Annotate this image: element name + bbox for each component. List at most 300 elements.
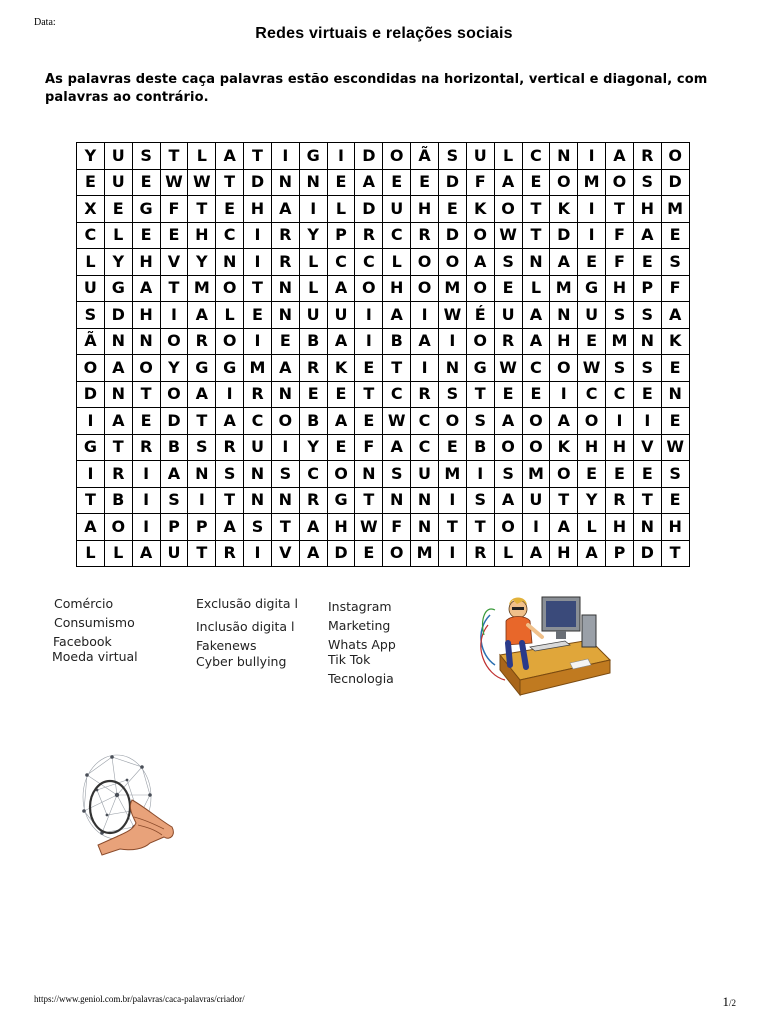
- grid-cell: Y: [299, 222, 327, 249]
- word-search-grid: [76, 142, 690, 567]
- grid-cell: E: [578, 461, 606, 488]
- grid-cell: S: [661, 461, 689, 488]
- grid-cell: O: [132, 355, 160, 382]
- grid-cell: R: [466, 540, 494, 567]
- grid-row: [77, 355, 690, 382]
- grid-cell: E: [104, 196, 132, 223]
- grid-cell: O: [466, 275, 494, 302]
- grid-cell: A: [271, 196, 299, 223]
- grid-cell: S: [466, 408, 494, 435]
- grid-cell: G: [216, 355, 244, 382]
- grid-cell: C: [578, 381, 606, 408]
- grid-cell: E: [633, 249, 661, 276]
- page-total: /2: [728, 998, 736, 1008]
- grid-cell: É: [466, 302, 494, 329]
- grid-cell: A: [216, 408, 244, 435]
- grid-cell: S: [438, 143, 466, 170]
- grid-cell: I: [244, 249, 272, 276]
- grid-cell: O: [216, 275, 244, 302]
- grid-cell: O: [522, 434, 550, 461]
- grid-cell: W: [355, 514, 383, 541]
- grid-cell: U: [244, 434, 272, 461]
- grid-cell: K: [550, 196, 578, 223]
- grid-cell: E: [327, 169, 355, 196]
- grid-cell: N: [522, 249, 550, 276]
- grid-cell: A: [466, 249, 494, 276]
- grid-cell: B: [104, 487, 132, 514]
- grid-cell: T: [188, 540, 216, 567]
- grid-cell: A: [216, 514, 244, 541]
- grid-cell: T: [160, 143, 188, 170]
- grid-cell: S: [160, 487, 188, 514]
- grid-cell: I: [411, 355, 439, 382]
- grid-cell: M: [522, 461, 550, 488]
- grid-cell: K: [327, 355, 355, 382]
- word-facebook: Facebook: [53, 634, 112, 649]
- grid-cell: T: [633, 487, 661, 514]
- grid-cell: N: [104, 328, 132, 355]
- grid-cell: O: [411, 249, 439, 276]
- grid-cell: R: [299, 487, 327, 514]
- grid-cell: H: [633, 196, 661, 223]
- grid-cell: C: [411, 434, 439, 461]
- grid-cell: K: [466, 196, 494, 223]
- grid-cell: P: [327, 222, 355, 249]
- grid-cell: T: [132, 381, 160, 408]
- grid-cell: O: [411, 275, 439, 302]
- grid-cell: A: [327, 275, 355, 302]
- grid-cell: G: [466, 355, 494, 382]
- grid-cell: U: [522, 487, 550, 514]
- grid-cell: T: [271, 514, 299, 541]
- grid-cell: F: [355, 434, 383, 461]
- grid-cell: T: [522, 222, 550, 249]
- grid-cell: S: [606, 302, 634, 329]
- word-inclusao-digital: Inclusão digita l: [196, 619, 295, 634]
- grid-cell: O: [494, 514, 522, 541]
- grid-cell: U: [104, 143, 132, 170]
- grid-cell: O: [550, 169, 578, 196]
- grid-cell: P: [606, 540, 634, 567]
- grid-cell: E: [244, 302, 272, 329]
- grid-cell: M: [438, 461, 466, 488]
- grid-cell: O: [216, 328, 244, 355]
- grid-cell: N: [383, 487, 411, 514]
- grid-cell: L: [299, 275, 327, 302]
- grid-cell: I: [160, 302, 188, 329]
- grid-cell: I: [132, 487, 160, 514]
- grid-cell: L: [383, 249, 411, 276]
- grid-cell: I: [271, 434, 299, 461]
- grid-cell: N: [104, 381, 132, 408]
- grid-cell: A: [494, 169, 522, 196]
- grid-cell: T: [466, 514, 494, 541]
- grid-cell: E: [355, 355, 383, 382]
- grid-cell: I: [633, 408, 661, 435]
- grid-cell: C: [606, 381, 634, 408]
- grid-cell: O: [606, 169, 634, 196]
- grid-cell: N: [244, 487, 272, 514]
- grid-cell: A: [77, 514, 105, 541]
- grid-cell: T: [522, 196, 550, 223]
- grid-cell: G: [77, 434, 105, 461]
- grid-row: [77, 275, 690, 302]
- grid-cell: T: [550, 487, 578, 514]
- grid-cell: M: [411, 540, 439, 567]
- grid-cell: A: [383, 434, 411, 461]
- grid-cell: S: [661, 249, 689, 276]
- grid-cell: A: [104, 408, 132, 435]
- grid-cell: N: [244, 461, 272, 488]
- network-hand-illustration: [72, 745, 182, 865]
- grid-cell: E: [216, 196, 244, 223]
- word-whats-app: Whats App: [328, 637, 396, 652]
- grid-cell: E: [494, 381, 522, 408]
- grid-cell: M: [188, 275, 216, 302]
- grid-cell: M: [244, 355, 272, 382]
- grid-cell: S: [466, 487, 494, 514]
- grid-cell: R: [216, 540, 244, 567]
- grid-cell: I: [77, 408, 105, 435]
- grid-cell: W: [578, 355, 606, 382]
- grid-cell: V: [271, 540, 299, 567]
- grid-cell: U: [466, 143, 494, 170]
- grid-cell: R: [633, 143, 661, 170]
- grid-cell: E: [77, 169, 105, 196]
- grid-cell: F: [160, 196, 188, 223]
- grid-cell: T: [355, 381, 383, 408]
- grid-cell: O: [466, 222, 494, 249]
- grid-cell: N: [550, 143, 578, 170]
- grid-cell: O: [327, 461, 355, 488]
- grid-cell: M: [661, 196, 689, 223]
- word-comercio: Comércio: [54, 596, 114, 611]
- grid-cell: D: [77, 381, 105, 408]
- grid-cell: I: [132, 461, 160, 488]
- grid-cell: M: [438, 275, 466, 302]
- grid-cell: O: [77, 355, 105, 382]
- grid-cell: G: [299, 143, 327, 170]
- grid-cell: T: [188, 408, 216, 435]
- grid-cell: A: [550, 408, 578, 435]
- grid-cell: S: [383, 461, 411, 488]
- grid-cell: I: [578, 143, 606, 170]
- grid-cell: D: [438, 222, 466, 249]
- grid-cell: N: [438, 355, 466, 382]
- grid-cell: O: [494, 434, 522, 461]
- grid-cell: N: [633, 328, 661, 355]
- grid-cell: H: [132, 249, 160, 276]
- grid-cell: R: [216, 434, 244, 461]
- grid-cell: O: [160, 328, 188, 355]
- grid-cell: I: [578, 222, 606, 249]
- grid-cell: F: [383, 514, 411, 541]
- grid-cell: S: [271, 461, 299, 488]
- grid-cell: H: [188, 222, 216, 249]
- grid-cell: E: [633, 381, 661, 408]
- grid-cell: R: [494, 328, 522, 355]
- grid-cell: Y: [160, 355, 188, 382]
- grid-cell: F: [466, 169, 494, 196]
- grid-cell: E: [132, 169, 160, 196]
- grid-cell: I: [299, 196, 327, 223]
- grid-cell: B: [160, 434, 188, 461]
- word-exclusao-digital: Exclusão digita l: [196, 596, 298, 611]
- grid-cell: H: [578, 434, 606, 461]
- grid-cell: N: [271, 169, 299, 196]
- grid-cell: T: [355, 487, 383, 514]
- grid-cell: E: [355, 408, 383, 435]
- grid-cell: M: [606, 328, 634, 355]
- grid-cell: N: [271, 302, 299, 329]
- grid-cell: U: [77, 275, 105, 302]
- grid-cell: S: [606, 355, 634, 382]
- grid-cell: H: [244, 196, 272, 223]
- grid-cell: G: [188, 355, 216, 382]
- grid-cell: O: [466, 328, 494, 355]
- grid-cell: T: [438, 514, 466, 541]
- grid-cell: A: [633, 222, 661, 249]
- grid-cell: R: [132, 434, 160, 461]
- grid-cell: E: [160, 222, 188, 249]
- grid-cell: H: [606, 275, 634, 302]
- grid-cell: I: [550, 381, 578, 408]
- grid-cell: R: [606, 487, 634, 514]
- grid-cell: C: [216, 222, 244, 249]
- grid-cell: E: [132, 222, 160, 249]
- grid-cell: N: [355, 461, 383, 488]
- grid-cell: S: [494, 249, 522, 276]
- grid-cell: N: [271, 487, 299, 514]
- grid-cell: I: [606, 408, 634, 435]
- grid-cell: S: [244, 514, 272, 541]
- grid-cell: G: [104, 275, 132, 302]
- grid-cell: A: [299, 514, 327, 541]
- grid-cell: I: [522, 514, 550, 541]
- grid-cell: C: [327, 249, 355, 276]
- grid-cell: E: [494, 275, 522, 302]
- grid-cell: E: [438, 434, 466, 461]
- grid-cell: T: [466, 381, 494, 408]
- grid-cell: W: [494, 355, 522, 382]
- grid-cell: D: [327, 540, 355, 567]
- word-consumismo: Consumismo: [54, 615, 135, 630]
- grid-row: [77, 434, 690, 461]
- grid-cell: U: [578, 302, 606, 329]
- grid-cell: U: [494, 302, 522, 329]
- grid-cell: F: [606, 249, 634, 276]
- grid-cell: A: [661, 302, 689, 329]
- grid-cell: R: [104, 461, 132, 488]
- grid-cell: L: [578, 514, 606, 541]
- grid-cell: P: [633, 275, 661, 302]
- grid-cell: A: [606, 143, 634, 170]
- grid-cell: D: [160, 408, 188, 435]
- grid-cell: H: [606, 514, 634, 541]
- grid-cell: Y: [104, 249, 132, 276]
- grid-cell: R: [244, 381, 272, 408]
- grid-cell: Y: [299, 434, 327, 461]
- grid-row: [77, 381, 690, 408]
- grid-cell: I: [466, 461, 494, 488]
- grid-cell: A: [132, 275, 160, 302]
- grid-cell: Y: [188, 249, 216, 276]
- grid-cell: U: [383, 196, 411, 223]
- grid-cell: C: [244, 408, 272, 435]
- word-moeda-virtual: Moeda virtual: [52, 649, 138, 664]
- grid-cell: X: [77, 196, 105, 223]
- grid-cell: I: [438, 487, 466, 514]
- grid-cell: E: [522, 381, 550, 408]
- grid-cell: A: [271, 355, 299, 382]
- grid-cell: I: [77, 461, 105, 488]
- grid-cell: C: [522, 143, 550, 170]
- grid-cell: D: [104, 302, 132, 329]
- grid-cell: O: [494, 196, 522, 223]
- grid-cell: V: [633, 434, 661, 461]
- grid-cell: T: [606, 196, 634, 223]
- word-cyber-bullying: Cyber bullying: [196, 654, 287, 669]
- grid-cell: S: [633, 302, 661, 329]
- page-current: 1: [722, 994, 729, 1009]
- grid-cell: E: [522, 169, 550, 196]
- grid-cell: I: [244, 540, 272, 567]
- grid-cell: W: [661, 434, 689, 461]
- grid-cell: D: [244, 169, 272, 196]
- grid-cell: O: [550, 461, 578, 488]
- grid-cell: S: [216, 461, 244, 488]
- grid-cell: A: [494, 487, 522, 514]
- grid-cell: T: [244, 143, 272, 170]
- grid-cell: L: [104, 540, 132, 567]
- grid-cell: S: [633, 355, 661, 382]
- grid-cell: K: [661, 328, 689, 355]
- grid-row: [77, 408, 690, 435]
- grid-cell: F: [606, 222, 634, 249]
- grid-row: [77, 222, 690, 249]
- grid-cell: V: [160, 249, 188, 276]
- grid-cell: H: [661, 514, 689, 541]
- grid-cell: W: [438, 302, 466, 329]
- word-tik-tok: Tik Tok: [328, 652, 371, 667]
- grid-cell: S: [77, 302, 105, 329]
- grid-cell: E: [411, 169, 439, 196]
- grid-cell: R: [355, 222, 383, 249]
- grid-row: [77, 302, 690, 329]
- grid-cell: A: [494, 408, 522, 435]
- grid-cell: L: [327, 196, 355, 223]
- grid-cell: C: [522, 355, 550, 382]
- grid-cell: L: [494, 143, 522, 170]
- grid-cell: R: [271, 249, 299, 276]
- grid-cell: B: [466, 434, 494, 461]
- grid-cell: L: [216, 302, 244, 329]
- grid-cell: I: [244, 222, 272, 249]
- grid-cell: N: [411, 487, 439, 514]
- grid-cell: C: [77, 222, 105, 249]
- grid-cell: W: [494, 222, 522, 249]
- grid-cell: B: [299, 408, 327, 435]
- grid-cell: D: [550, 222, 578, 249]
- grid-row: [77, 540, 690, 567]
- grid-cell: T: [661, 540, 689, 567]
- grid-cell: Y: [77, 143, 105, 170]
- grid-cell: A: [188, 381, 216, 408]
- grid-cell: W: [160, 169, 188, 196]
- grid-cell: A: [104, 355, 132, 382]
- grid-row: [77, 461, 690, 488]
- grid-cell: E: [271, 328, 299, 355]
- grid-cell: C: [299, 461, 327, 488]
- grid-row: [77, 487, 690, 514]
- page-title: Redes virtuais e relações sociais: [255, 25, 513, 42]
- grid-cell: E: [606, 461, 634, 488]
- grid-cell: A: [132, 540, 160, 567]
- grid-row: [77, 196, 690, 223]
- grid-cell: N: [411, 514, 439, 541]
- grid-cell: D: [355, 196, 383, 223]
- grid-cell: H: [132, 302, 160, 329]
- grid-cell: T: [188, 196, 216, 223]
- grid-row: [77, 249, 690, 276]
- grid-cell: H: [327, 514, 355, 541]
- grid-cell: A: [550, 249, 578, 276]
- grid-row: [77, 143, 690, 170]
- grid-cell: H: [550, 540, 578, 567]
- grid-cell: N: [216, 249, 244, 276]
- grid-cell: R: [188, 328, 216, 355]
- grid-cell: E: [578, 328, 606, 355]
- grid-cell: I: [355, 302, 383, 329]
- grid-cell: I: [132, 514, 160, 541]
- grid-cell: C: [411, 408, 439, 435]
- grid-cell: I: [271, 143, 299, 170]
- grid-row: [77, 514, 690, 541]
- word-marketing: Marketing: [328, 618, 391, 633]
- grid-cell: D: [355, 143, 383, 170]
- grid-cell: I: [411, 302, 439, 329]
- page-number: [722, 994, 736, 1010]
- word-fakenews: Fakenews: [196, 638, 257, 653]
- grid-cell: N: [550, 302, 578, 329]
- grid-cell: E: [355, 540, 383, 567]
- grid-cell: U: [299, 302, 327, 329]
- grid-cell: L: [522, 275, 550, 302]
- grid-cell: C: [383, 381, 411, 408]
- grid-cell: N: [132, 328, 160, 355]
- grid-cell: L: [77, 540, 105, 567]
- grid-cell: D: [633, 540, 661, 567]
- grid-cell: H: [411, 196, 439, 223]
- grid-cell: E: [299, 381, 327, 408]
- grid-cell: O: [104, 514, 132, 541]
- grid-cell: I: [327, 143, 355, 170]
- grid-cell: E: [633, 461, 661, 488]
- grid-cell: N: [299, 169, 327, 196]
- grid-cell: U: [411, 461, 439, 488]
- grid-cell: A: [578, 540, 606, 567]
- grid-cell: S: [494, 461, 522, 488]
- grid-cell: O: [522, 408, 550, 435]
- grid-cell: T: [216, 169, 244, 196]
- grid-cell: O: [355, 275, 383, 302]
- grid-cell: H: [550, 328, 578, 355]
- grid-cell: I: [578, 196, 606, 223]
- grid-cell: A: [327, 328, 355, 355]
- grid-cell: A: [522, 328, 550, 355]
- grid-cell: I: [355, 328, 383, 355]
- grid-cell: B: [383, 328, 411, 355]
